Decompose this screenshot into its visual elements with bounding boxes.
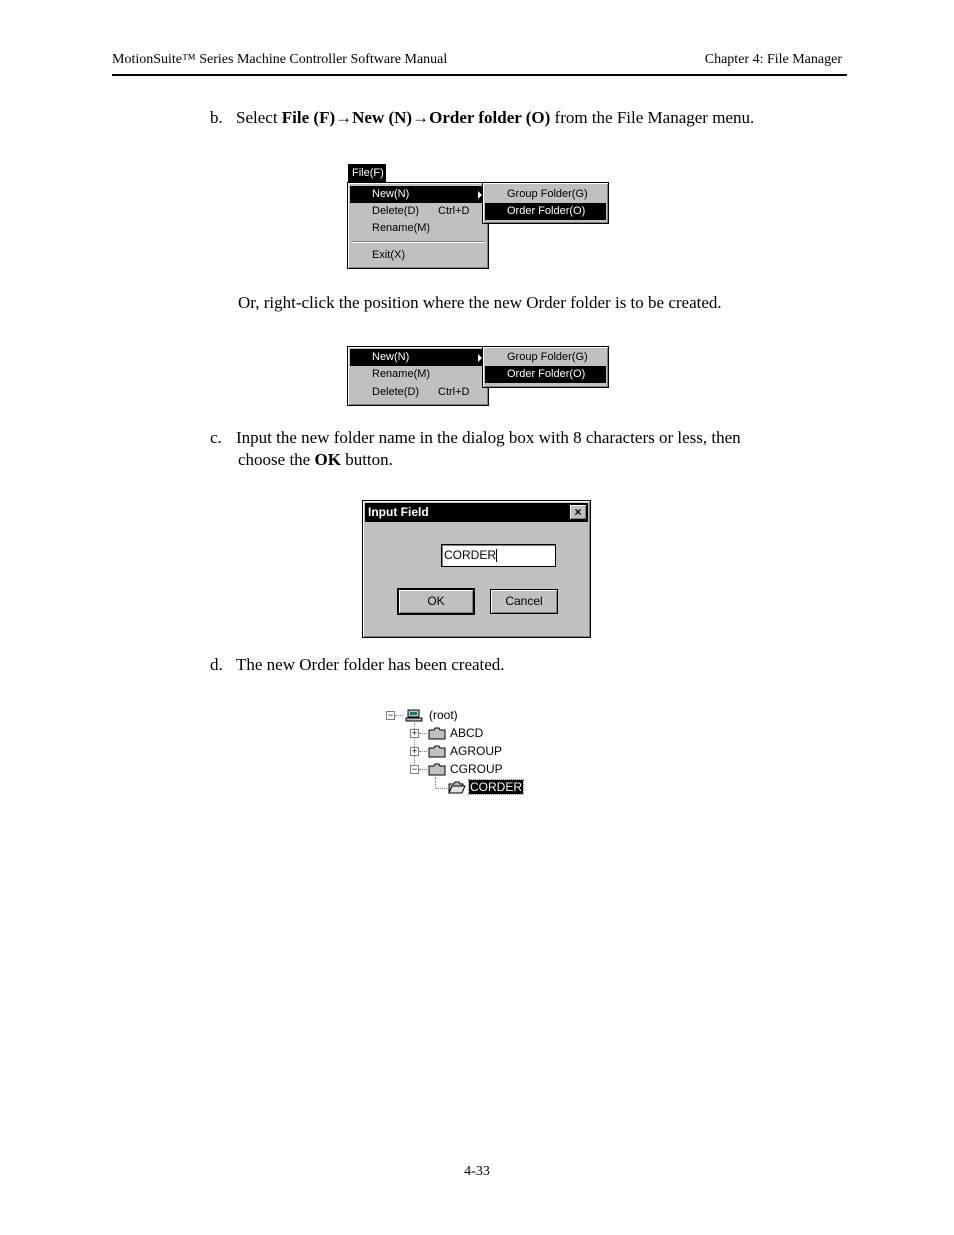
context-submenu-group-folder-label: Group Folder(G) <box>507 351 588 363</box>
folder-icon <box>428 763 446 776</box>
text-cursor <box>496 549 497 562</box>
context-item-new-label: New(N) <box>372 351 410 363</box>
new-submenu <box>482 182 609 224</box>
folder-name-input-value: CORDER <box>444 548 497 562</box>
step-c-line1: Input the new folder name in the dialog box with 8 characters or less, then <box>236 428 741 447</box>
tree-node-agroup-label: AGROUP <box>450 744 503 758</box>
tree-node-root-label: (root) <box>429 708 458 722</box>
context-item-delete[interactable] <box>350 384 486 401</box>
computer-icon <box>405 709 423 722</box>
or-right-click-text: Or, right-click the position where the new Order folder is to be created. <box>238 293 722 312</box>
header-chapter: Chapter 4: File Manager <box>704 52 842 67</box>
dialog-title-bar <box>365 503 588 522</box>
step-c-label: c. <box>210 428 222 447</box>
step-c-line2 <box>238 449 393 471</box>
submenu-item-order-folder-label: Order Folder(O) <box>507 205 586 217</box>
tree-line <box>435 788 447 789</box>
folder-icon <box>428 745 446 758</box>
collapse-icon[interactable]: − <box>411 764 418 774</box>
step-d <box>210 654 505 676</box>
file-menu <box>347 182 489 269</box>
dialog-title: Input Field <box>368 505 429 519</box>
step-b-text-pre: Select <box>236 108 282 127</box>
open-folder-icon <box>448 781 466 794</box>
submenu-item-group-folder[interactable] <box>485 186 606 203</box>
step-b <box>210 107 754 129</box>
tree-line <box>395 715 403 716</box>
folder-icon <box>428 727 446 740</box>
context-item-delete-label: Delete(D) <box>372 386 420 398</box>
step-b-bold-file: File (F) <box>281 108 336 127</box>
page-number: 4-33 <box>464 1164 490 1179</box>
context-submenu-group-folder[interactable] <box>485 349 606 366</box>
step-b-bold-new: New (N) <box>352 108 413 127</box>
folder-tree <box>385 706 535 798</box>
menu-item-delete-shortcut: Ctrl+D <box>438 205 470 217</box>
menu-item-new-label: New(N) <box>372 188 410 200</box>
close-icon[interactable]: × <box>569 504 587 520</box>
context-new-submenu <box>482 346 609 388</box>
folder-name-input[interactable] <box>441 544 556 567</box>
expand-icon[interactable]: + <box>411 728 418 738</box>
header-title: MotionSuite™ Series Machine Controller Software Manual <box>112 52 448 67</box>
tree-node-cgroup-label: CGROUP <box>450 762 503 776</box>
file-menu-title[interactable] <box>348 164 386 182</box>
step-b-arrow2: → <box>412 108 430 127</box>
context-submenu-order-folder[interactable] <box>485 366 606 383</box>
input-field-dialog <box>362 500 591 638</box>
step-b-text-post: from the File Manager menu. <box>550 108 755 127</box>
tree-node-abcd-label: ABCD <box>450 726 484 740</box>
submenu-item-group-folder-label: Group Folder(G) <box>507 188 588 200</box>
header-rule <box>112 74 847 76</box>
context-submenu-order-folder-label: Order Folder(O) <box>507 368 586 380</box>
step-d-text: The new Order folder has been created. <box>236 655 505 674</box>
step-b-label: b. <box>210 108 223 127</box>
step-b-arrow1: → <box>335 108 353 127</box>
menu-item-new[interactable] <box>350 186 486 203</box>
step-c-line2-bold: OK <box>314 450 341 469</box>
context-menu <box>347 346 489 406</box>
collapse-icon[interactable]: − <box>387 710 394 720</box>
step-b-bold-order: Order folder (O) <box>429 108 551 127</box>
menu-item-rename-label: Rename(M) <box>372 222 431 234</box>
context-item-new[interactable] <box>350 349 486 366</box>
ok-button[interactable]: OK <box>398 589 474 614</box>
step-c-line2-pre: choose the <box>238 450 315 469</box>
submenu-item-order-folder[interactable] <box>485 203 606 220</box>
tree-node-corder-label: CORDER <box>470 780 523 794</box>
menu-item-exit-label: Exit(X) <box>372 249 405 261</box>
tree-line <box>419 769 427 770</box>
menu-separator <box>351 241 485 243</box>
step-d-label: d. <box>210 655 223 674</box>
file-menu-title-label: File(F) <box>352 167 384 179</box>
menu-item-exit[interactable] <box>350 247 486 264</box>
context-item-delete-shortcut: Ctrl+D <box>438 386 470 398</box>
cancel-button[interactable]: Cancel <box>490 589 558 614</box>
tree-line <box>419 751 427 752</box>
context-item-rename[interactable] <box>350 366 486 383</box>
tree-line <box>419 733 427 734</box>
menu-item-rename[interactable] <box>350 220 486 237</box>
context-item-rename-label: Rename(M) <box>372 368 431 380</box>
menu-item-delete-label: Delete(D) <box>372 205 420 217</box>
menu-item-delete[interactable] <box>350 203 486 220</box>
expand-icon[interactable]: + <box>411 746 418 756</box>
step-c <box>210 427 741 449</box>
step-c-line2-post: button. <box>340 450 393 469</box>
